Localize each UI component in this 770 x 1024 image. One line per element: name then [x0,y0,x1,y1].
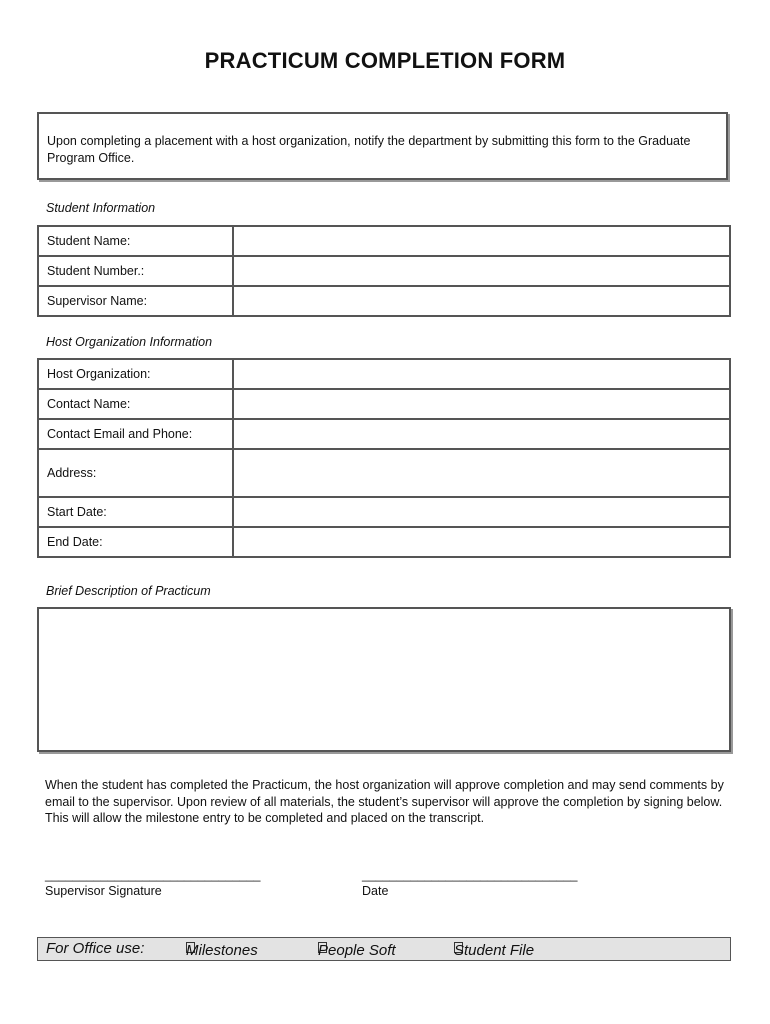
host-organization-label: Host Organization: [38,359,233,389]
office-use-label: For Office use: [46,940,145,957]
milestones-label: Milestones [186,942,258,959]
host-section-heading: Host Organization Information [46,335,213,349]
contact-email-phone-field[interactable] [233,419,730,449]
start-date-field[interactable] [233,497,730,527]
approval-text: When the student has completed the Practicum, the host organization will approve completion and may send comments by email to the supervisor. Upon review of all materials, the student’s supervisor will approve the completion by signing below. This will allow the milestone entry to be completed and placed on the transcript. [45,778,724,825]
table-row [38,449,730,497]
supervisor-signature-line[interactable]: _______________________________ [45,868,261,882]
contact-name-field[interactable] [233,389,730,419]
table-row [38,286,730,316]
table-row [38,359,730,389]
description-heading: Brief Description of Practicum [46,584,211,598]
table-row [38,527,730,557]
student-section-heading: Student Information [46,201,156,215]
student-name-field[interactable] [233,226,730,256]
end-date-label: End Date: [38,527,233,557]
date-line[interactable]: _______________________________ [362,868,578,882]
address-field[interactable] [233,449,730,497]
student-file-label: Student File [454,942,535,959]
table-row [38,226,730,256]
table-row [38,419,730,449]
supervisor-name-field[interactable] [233,286,730,316]
student-number-label: Student Number.: [38,256,233,286]
table-row [38,497,730,527]
date-label: Date [362,884,389,898]
address-label: Address: [38,449,233,497]
start-date-label: Start Date: [38,497,233,527]
intro-box [37,112,728,180]
student-info-table [37,225,731,317]
student-name-label: Student Name: [38,226,233,256]
people-soft-label: People Soft [318,942,396,959]
host-organization-field[interactable] [233,359,730,389]
student-number-field[interactable] [233,256,730,286]
supervisor-signature-label: Supervisor Signature [45,884,162,898]
table-row [38,389,730,419]
description-textarea[interactable] [37,607,731,752]
table-row [38,256,730,286]
intro-text: Upon completing a placement with a host organization, notify the department by submitting this form to the Graduate Program Office. [47,134,691,165]
form-title: PRACTICUM COMPLETION FORM [204,48,566,73]
host-info-table [37,358,731,558]
end-date-field[interactable] [233,527,730,557]
office-use-bar [37,937,731,961]
supervisor-name-label: Supervisor Name: [38,286,233,316]
contact-email-phone-label: Contact Email and Phone: [38,419,233,449]
contact-name-label: Contact Name: [38,389,233,419]
